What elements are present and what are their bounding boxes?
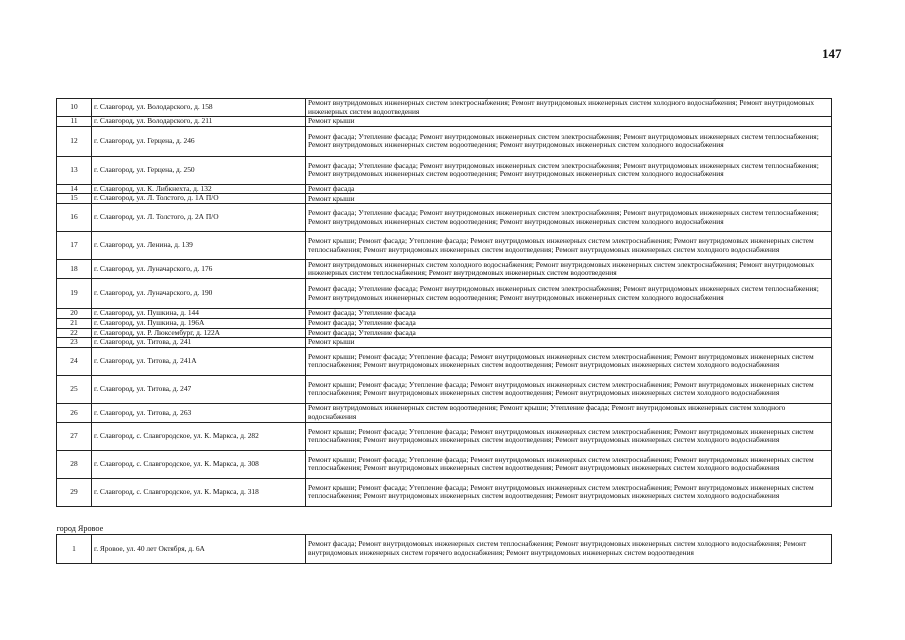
row-address: г. Славгород, ул. Титова, д. 241 xyxy=(92,338,306,348)
row-works: Ремонт фасада; Утепление фасада xyxy=(306,328,832,338)
row-number: 16 xyxy=(57,204,92,232)
page-number: 147 xyxy=(822,46,842,61)
row-number: 28 xyxy=(57,450,92,478)
row-address: г. Славгород, с. Славгородское, ул. К. Маркса, д. 308 xyxy=(92,450,306,478)
table-row xyxy=(57,347,832,375)
row-number: 24 xyxy=(57,347,92,375)
row-works: Ремонт фасада; Утепление фасада; Ремонт внутридомовых инженерных систем электроснабжения; Ремонт внутридомовых инженерных систем теплоснабжения; Ремонт внутридомовых инженерных систем водоотведения; Ремонт внутридомовых инженерных систем холодного водоснабжения xyxy=(306,156,832,184)
row-number: 27 xyxy=(57,422,92,450)
row-number: 22 xyxy=(57,328,92,338)
row-number: 10 xyxy=(57,99,92,117)
row-works: Ремонт крыши xyxy=(306,338,832,348)
table-row xyxy=(57,450,832,478)
table-row xyxy=(57,422,832,450)
row-address: г. Славгород, с. Славгородское, ул. К. Маркса, д. 318 xyxy=(92,478,306,506)
row-address: г. Славгород, ул. Титова, д. 241А xyxy=(92,347,306,375)
row-number: 17 xyxy=(57,232,92,260)
row-works: Ремонт внутридомовых инженерных систем электроснабжения; Ремонт внутридомовых инженерных систем холодного водоснабжения; Ремонт внутридомовых инженерных систем водоотведения xyxy=(306,99,832,117)
row-address: г. Славгород, ул. К. Либкнехта, д. 132 xyxy=(92,184,306,194)
row-works: Ремонт внутридомовых инженерных систем холодного водоснабжения; Ремонт внутридомовых инженерных систем электроснабжения; Ремонт внутридомовых инженерных систем теплоснабжения; Ремонт внутридомовых инженерных систем водоотведения xyxy=(306,260,832,279)
row-number: 29 xyxy=(57,478,92,506)
row-number: 20 xyxy=(57,309,92,319)
table-row xyxy=(57,328,832,338)
row-number: 18 xyxy=(57,260,92,279)
row-address: г. Славгород, ул. Пушкина, д. 196А xyxy=(92,318,306,328)
row-works: Ремонт крыши; Ремонт фасада; Утепление фасада; Ремонт внутридомовых инженерных систем электроснабжения; Ремонт внутридомовых инженерных систем теплоснабжения; Ремонт внутридомовых инженерных систем водоотведения; Ремонт внутридомовых инженерных систем холодного водоснабжения xyxy=(306,478,832,506)
group-label: город Яровое xyxy=(57,506,832,534)
row-works: Ремонт крыши; Ремонт фасада; Утепление фасада; Ремонт внутридомовых инженерных систем электроснабжения; Ремонт внутридомовых инженерных систем теплоснабжения; Ремонт внутридомовых инженерных систем водоотведения; Ремонт внутридомовых инженерных систем холодного водоснабжения xyxy=(306,232,832,260)
row-address: г. Славгород, ул. Луначарского, д. 176 xyxy=(92,260,306,279)
row-works: Ремонт фасада; Утепление фасада xyxy=(306,309,832,319)
table-row xyxy=(57,534,832,563)
row-number: 23 xyxy=(57,338,92,348)
row-address: г. Славгород, ул. Герцена, д. 250 xyxy=(92,156,306,184)
row-number: 19 xyxy=(57,279,92,309)
table-row xyxy=(57,403,832,422)
row-address: г. Славгород, ул. Володарского, д. 158 xyxy=(92,99,306,117)
row-works: Ремонт крыши; Ремонт фасада; Утепление фасада; Ремонт внутридомовых инженерных систем электроснабжения; Ремонт внутридомовых инженерных систем теплоснабжения; Ремонт внутридомовых инженерных систем водоотведения; Ремонт внутридомовых инженерных систем холодного водоснабжения xyxy=(306,422,832,450)
table-row xyxy=(57,478,832,506)
table-row xyxy=(57,99,832,117)
table-row xyxy=(57,204,832,232)
row-number: 25 xyxy=(57,375,92,403)
row-works: Ремонт фасада; Утепление фасада xyxy=(306,318,832,328)
row-address: г. Славгород, ул. Р. Люксембург, д. 122А xyxy=(92,328,306,338)
table-row xyxy=(57,338,832,348)
row-works: Ремонт фасада; Утепление фасада; Ремонт внутридомовых инженерных систем электроснабжения; Ремонт внутридомовых инженерных систем теплоснабжения; Ремонт внутридомовых инженерных систем водоотведения; Ремонт внутридомовых инженерных систем холодного водоснабжения xyxy=(306,204,832,232)
table-row xyxy=(57,194,832,204)
table-row xyxy=(57,184,832,194)
row-number: 21 xyxy=(57,318,92,328)
row-address: г. Славгород, с. Славгородское, ул. К. Маркса, д. 282 xyxy=(92,422,306,450)
row-address: г. Славгород, ул. Ленина, д. 139 xyxy=(92,232,306,260)
row-address: г. Славгород, ул. Титова, д. 247 xyxy=(92,375,306,403)
row-address: г. Славгород, ул. Володарского, д. 211 xyxy=(92,117,306,127)
row-works: Ремонт фасада; Утепление фасада; Ремонт внутридомовых инженерных систем электроснабжения; Ремонт внутридомовых инженерных систем теплоснабжения; Ремонт внутридомовых инженерных систем водоотведения; Ремонт внутридомовых инженерных систем холодного водоснабжения xyxy=(306,279,832,309)
table-row xyxy=(57,117,832,127)
table-row xyxy=(57,260,832,279)
row-works: Ремонт фасада xyxy=(306,184,832,194)
row-works: Ремонт крыши xyxy=(306,117,832,127)
row-number: 12 xyxy=(57,126,92,156)
row-address: г. Славгород, ул. Пушкина, д. 144 xyxy=(92,309,306,319)
row-works: Ремонт фасада; Ремонт внутридомовых инженерных систем теплоснабжения; Ремонт внутридомовых инженерных систем холодного водоснабжения; Ремонт внутридомовых инженерных систем горячего водоснабжения; Ремонт внутридомовых инженерных систем водоотведения xyxy=(306,534,832,563)
row-works: Ремонт фасада; Утепление фасада; Ремонт внутридомовых инженерных систем электроснабжения; Ремонт внутридомовых инженерных систем теплоснабжения; Ремонт внутридомовых инженерных систем водоотведения; Ремонт внутридомовых инженерных систем холодного водоснабжения xyxy=(306,126,832,156)
row-works: Ремонт крыши; Ремонт фасада; Утепление фасада; Ремонт внутридомовых инженерных систем электроснабжения; Ремонт внутридомовых инженерных систем теплоснабжения; Ремонт внутридомовых инженерных систем водоотведения; Ремонт внутридомовых инженерных систем холодного водоснабжения xyxy=(306,450,832,478)
row-address: г. Славгород, ул. Герцена, д. 246 xyxy=(92,126,306,156)
row-address: г. Славгород, ул. Титова, д. 263 xyxy=(92,403,306,422)
row-works: Ремонт крыши; Ремонт фасада; Утепление фасада; Ремонт внутридомовых инженерных систем электроснабжения; Ремонт внутридомовых инженерных систем теплоснабжения; Ремонт внутридомовых инженерных систем водоотведения; Ремонт внутридомовых инженерных систем холодного водоснабжения xyxy=(306,347,832,375)
row-number: 26 xyxy=(57,403,92,422)
row-address: г. Яровое, ул. 40 лет Октября, д. 6А xyxy=(92,534,306,563)
table-row xyxy=(57,318,832,328)
row-number: 15 xyxy=(57,194,92,204)
row-address: г. Славгород, ул. Л. Толстого, д. 1А П/О xyxy=(92,194,306,204)
row-number: 11 xyxy=(57,117,92,127)
repair-works-table xyxy=(56,98,832,564)
table-row xyxy=(57,309,832,319)
table-body-yarovoe xyxy=(57,534,832,563)
row-address: г. Славгород, ул. Л. Толстого, д. 2А П/О xyxy=(92,204,306,232)
table-row xyxy=(57,375,832,403)
table-row xyxy=(57,156,832,184)
row-number: 1 xyxy=(57,534,92,563)
table-row xyxy=(57,279,832,309)
row-number: 13 xyxy=(57,156,92,184)
group-row-yarovoe xyxy=(57,506,832,534)
row-works: Ремонт крыши xyxy=(306,194,832,204)
row-works: Ремонт внутридомовых инженерных систем водоотведения; Ремонт крыши; Утепление фасада; Ремонт внутридомовых инженерных систем холодного водоснабжения xyxy=(306,403,832,422)
row-address: г. Славгород, ул. Луначарского, д. 190 xyxy=(92,279,306,309)
table-row xyxy=(57,126,832,156)
row-number: 14 xyxy=(57,184,92,194)
row-works: Ремонт крыши; Ремонт фасада; Утепление фасада; Ремонт внутридомовых инженерных систем электроснабжения; Ремонт внутридомовых инженерных систем теплоснабжения; Ремонт внутридомовых инженерных систем водоотведения; Ремонт внутридомовых инженерных систем холодного водоснабжения xyxy=(306,375,832,403)
table-row xyxy=(57,232,832,260)
table-body-slavgorod xyxy=(57,99,832,507)
